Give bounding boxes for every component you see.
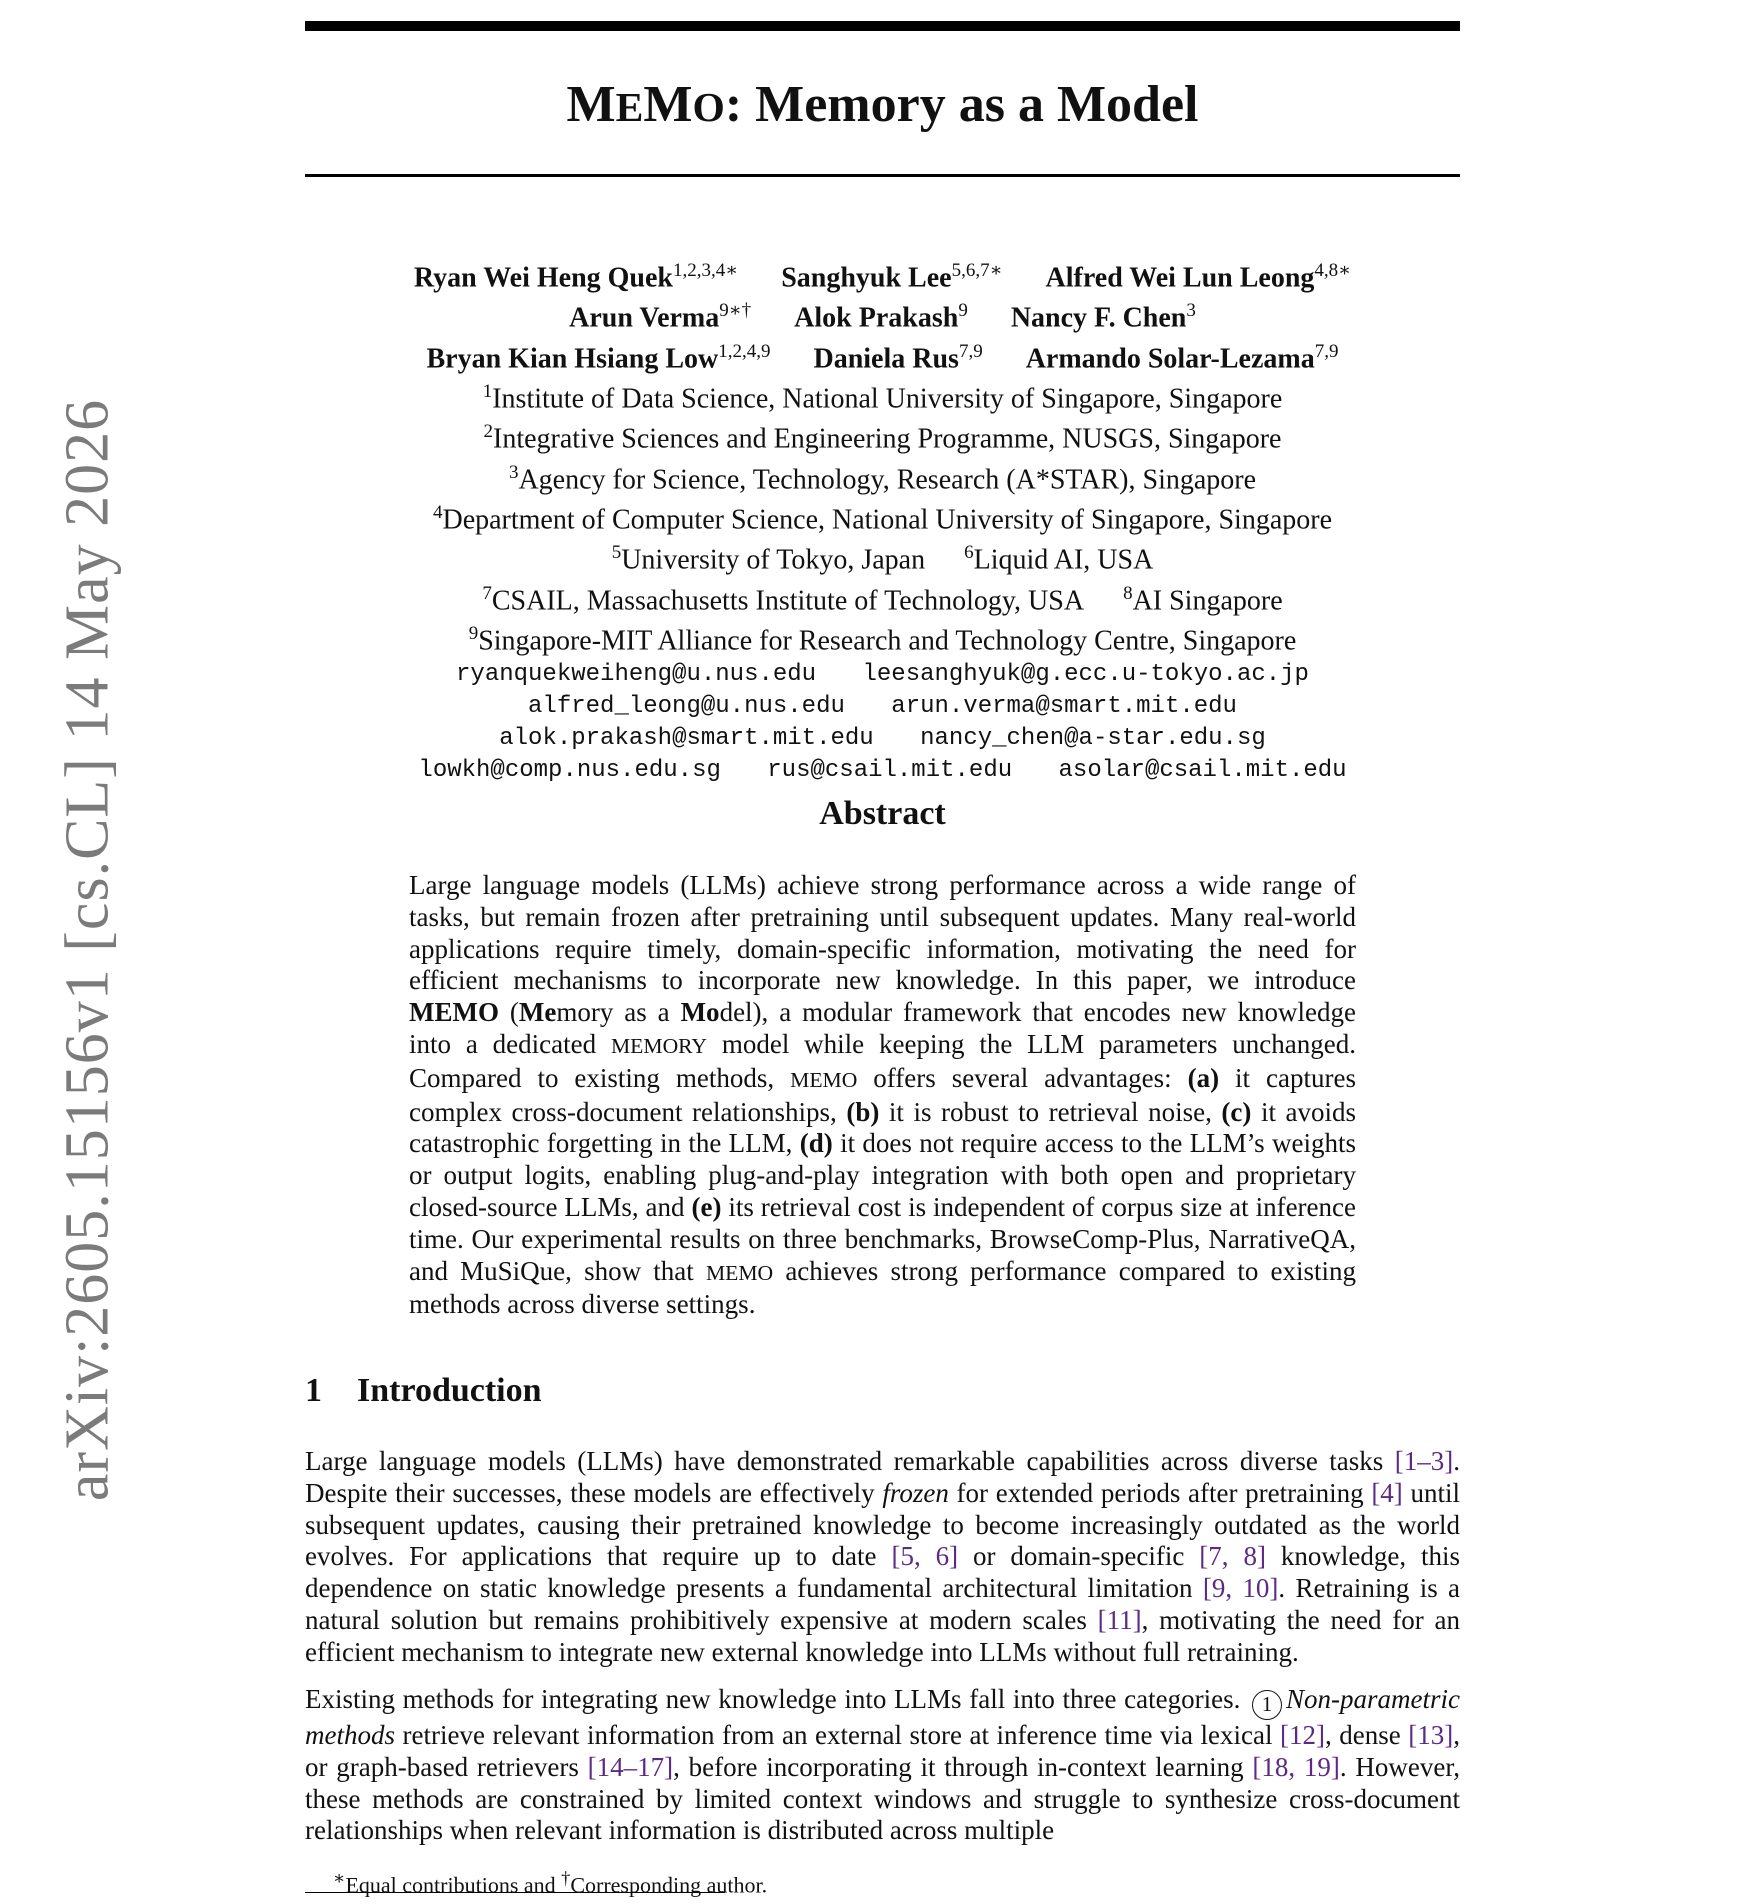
title-top-rule bbox=[305, 21, 1460, 31]
intro-paragraph-2: Existing methods for integrating new knowledge into LLMs fall into three categories. 1 Non-parametric methods retrieve relevant information from an external store at inference time via lexical [12], dense [13], or graph-based retrievers [14–17], before incorporating it through in-context learning [18, 19]. However, these methods are constrained by limited context windows and struggle to synthesize cross-document relationships when relevant information is distributed across multiple bbox=[305, 1684, 1461, 1846]
arxiv-stamp: arXiv:2605.15156v1 [cs.CL] 14 May 2026 bbox=[53, 398, 122, 1502]
affiliation-line bbox=[305, 415, 1460, 455]
memo-name: MEMO bbox=[409, 997, 499, 1028]
author-line bbox=[305, 335, 1460, 375]
affiliation: $^2$Integrative Sciences and Engineering Programme, NUSGS, Singapore bbox=[483, 421, 1282, 455]
email-block bbox=[305, 659, 1460, 787]
affiliation-line bbox=[305, 456, 1460, 496]
email-link[interactable]: rus@csail.mit.edu bbox=[767, 757, 1013, 785]
circled-number-1: 1 bbox=[1252, 1690, 1282, 1720]
citation-link[interactable]: [18, 19] bbox=[1252, 1751, 1340, 1782]
citation-link[interactable]: [5, 6] bbox=[891, 1541, 959, 1572]
email-link[interactable]: lowkh@comp.nus.edu.sg bbox=[418, 757, 721, 785]
affiliation: $^6$Liquid AI, USA bbox=[964, 542, 1154, 576]
section-title: Introduction bbox=[357, 1372, 542, 1409]
affiliation-line bbox=[305, 577, 1460, 617]
citation-link[interactable]: [14–17] bbox=[587, 1751, 674, 1782]
author: Daniela Rus$^{7,9}$ bbox=[813, 340, 983, 374]
citation-link[interactable]: [9, 10] bbox=[1202, 1573, 1279, 1604]
affiliation: $^4$Department of Computer Science, National University of Singapore, Singapore bbox=[432, 501, 1333, 536]
affiliation-line bbox=[305, 536, 1460, 576]
affiliation: $^8$AI Singapore bbox=[1123, 582, 1283, 616]
affiliation: $^7$CSAIL, Massachusetts Institute of Technology, USA bbox=[482, 582, 1085, 616]
author: Sanghyuk Lee$^{5,6,7∗}$ bbox=[781, 260, 1003, 294]
affiliation: $^3$Agency for Science, Technology, Research (A*STAR), Singapore bbox=[508, 461, 1257, 495]
author: Bryan Kian Hsiang Low$^{1,2,4,9}$ bbox=[426, 340, 771, 374]
email-line bbox=[305, 659, 1460, 691]
email-link[interactable]: ryanquekweiheng@u.nus.edu bbox=[456, 661, 817, 689]
section-heading bbox=[305, 1372, 542, 1410]
citation-link[interactable]: [7, 8] bbox=[1199, 1541, 1266, 1572]
author: Armando Solar-Lezama$^{7,9}$ bbox=[1025, 340, 1339, 374]
abstract-text: Large language models (LLMs) achieve strong performance across a wide range of tasks, but remain frozen after pretraining until subsequent updates. Many real-world applications require timely, domain-specific information, motivating the need for efficient mechanisms to incorporate new knowledge. In this paper, we introduce MEMO (Memory as a Model), a modular framework that encodes new knowledge into a dedicated MEMORY model while keeping the LLM parameters unchanged. Compared to existing methods, MEMO offers several advantages: (a) it captures complex cross-document relationships, (b) it is robust to retrieval noise, (c) it avoids catastrophic forgetting in the LLM, (d) it does not require access to the LLM’s weights or output logits, enabling plug-and-play integration with both open and proprietary closed-source LLMs, and (e) its retrieval cost is independent of corpus size at inference time. Our experimental results on three benchmarks, BrowseComp-Plus, NarrativeQA, and MuSiQue, show that MEMO achieves strong performance compared to existing methods across diverse settings. bbox=[409, 870, 1357, 1320]
email-link[interactable]: nancy_chen@a-star.edu.sg bbox=[920, 725, 1266, 753]
citation-link[interactable]: [11] bbox=[1097, 1604, 1142, 1635]
affiliation: $^5$University of Tokyo, Japan bbox=[611, 542, 926, 576]
affiliation-line bbox=[305, 617, 1460, 657]
title-bottom-rule bbox=[305, 174, 1460, 177]
email-line bbox=[305, 691, 1460, 723]
author-block bbox=[305, 254, 1460, 787]
affiliation-line bbox=[305, 496, 1460, 536]
email-link[interactable]: arun.verma@smart.mit.edu bbox=[891, 693, 1237, 721]
citation-link[interactable]: [13] bbox=[1408, 1720, 1454, 1750]
email-link[interactable]: alfred_leong@u.nus.edu bbox=[528, 693, 845, 721]
author-line bbox=[305, 294, 1460, 334]
affiliation: $^1$Institute of Data Science, National University of Singapore, Singapore bbox=[482, 380, 1283, 415]
email-link[interactable]: alok.prakash@smart.mit.edu bbox=[499, 725, 874, 753]
author-line bbox=[305, 254, 1460, 294]
affiliation-line bbox=[305, 375, 1460, 415]
footnote: ∗Equal contributions and †Corresponding author. bbox=[333, 1868, 768, 1898]
abstract-heading: Abstract bbox=[819, 795, 946, 832]
paper-title: MEMO: Memory as a Model bbox=[566, 76, 1199, 133]
author: Arun Verma$^{9∗\dagger}$ bbox=[569, 300, 752, 334]
affiliation: $^9$Singapore-MIT Alliance for Research and Technology Centre, Singapore bbox=[468, 622, 1297, 657]
email-link[interactable]: asolar@csail.mit.edu bbox=[1058, 757, 1347, 785]
author: Alfred Wei Lun Leong$^{4,8∗}$ bbox=[1045, 260, 1352, 294]
section-number: 1 bbox=[305, 1372, 322, 1409]
author: Ryan Wei Heng Quek$^{1,2,3,4∗}$ bbox=[413, 260, 739, 294]
citation-link[interactable]: [1–3] bbox=[1394, 1446, 1454, 1476]
author: Alok Prakash$^9$ bbox=[794, 300, 968, 334]
author: Nancy F. Chen$^3$ bbox=[1010, 300, 1196, 334]
intro-paragraph-1: Large language models (LLMs) have demonstrated remarkable capabilities across diverse tasks [1–3]. Despite their successes, these models are effectively frozen for extended periods after pretraining [4] until subsequent updates, causing their pretrained knowledge to become increasingly outdated as the world evolves. For applications that require up to date [5, 6] or domain-specific [7, 8] knowledge, this dependence on static knowledge presents a fundamental architectural limitation [9, 10]. Retraining is a natural solution but remains prohibitively expensive at modern scales [11], motivating the need for an efficient mechanism to integrate new external knowledge into LLMs without full retraining. bbox=[305, 1446, 1461, 1667]
citation-link[interactable]: [12] bbox=[1279, 1720, 1325, 1750]
email-line bbox=[305, 755, 1460, 787]
email-line bbox=[305, 723, 1460, 755]
email-link[interactable]: leesanghyuk@g.ecc.u-tokyo.ac.jp bbox=[862, 661, 1309, 689]
citation-link[interactable]: [4] bbox=[1371, 1477, 1403, 1508]
